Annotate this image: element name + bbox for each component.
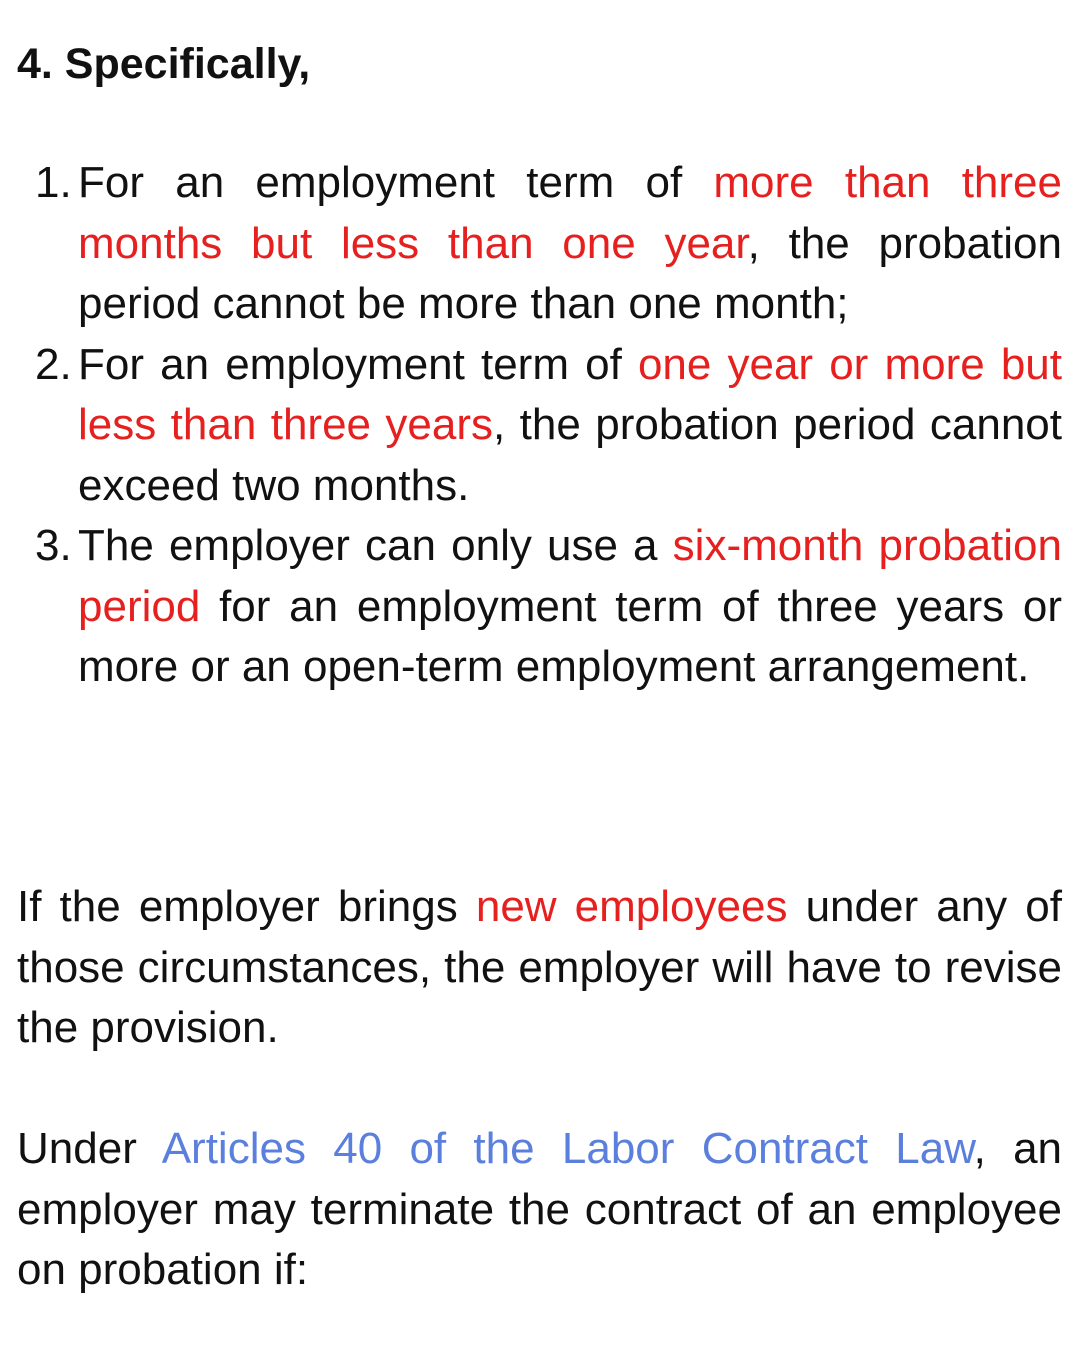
paragraph-text-pre: If the employer brings [17,882,476,931]
list-item-number: 2. [35,339,72,389]
paragraph-text-post: under any of those circumstances, the employer will have to revise the provision. [17,882,1062,1052]
article-40-paragraph [17,1119,1062,1301]
labor-contract-law-link[interactable]: Articles 40 of the Labor Contract Law [161,1124,974,1173]
list-item-text [78,335,1062,517]
paragraph-text-post: , an employer may terminate the contract of an employee on probation if: [17,1124,1063,1294]
list-item-text-post: , the probation period cannot exceed two months. [78,400,1062,510]
list-item-number: 3. [35,521,72,570]
list-item [0,153,1062,335]
list-item-highlight: more than three months but less than one year [78,158,1062,268]
list-item-text-post: for an employment term of three years or more or an open-term employment arrangement. [78,581,1062,691]
list-item-highlight: six-month probation period [78,521,1063,631]
list-item-highlight: one year or more but less than three years [78,339,1062,449]
paragraph-highlight: new employees [475,882,788,931]
list-item-text-pre: For an employment term of [78,339,638,389]
probation-rules-list [0,153,1062,698]
list-item-text [78,516,1062,698]
paragraph-text-pre: Under [17,1124,162,1173]
list-item-text [78,153,1062,335]
list-item-text-pre: For an employment term of [78,158,714,207]
new-employees-paragraph [17,877,1062,1059]
section-heading: 4. Specifically, [17,40,311,88]
list-item-number: 1. [35,158,72,207]
list-item-text-pre: The employer can only use a [78,521,673,570]
list-item [0,516,1062,698]
list-item [0,335,1062,517]
list-item-text-post: , the probation period cannot be more than one month; [78,218,1062,328]
